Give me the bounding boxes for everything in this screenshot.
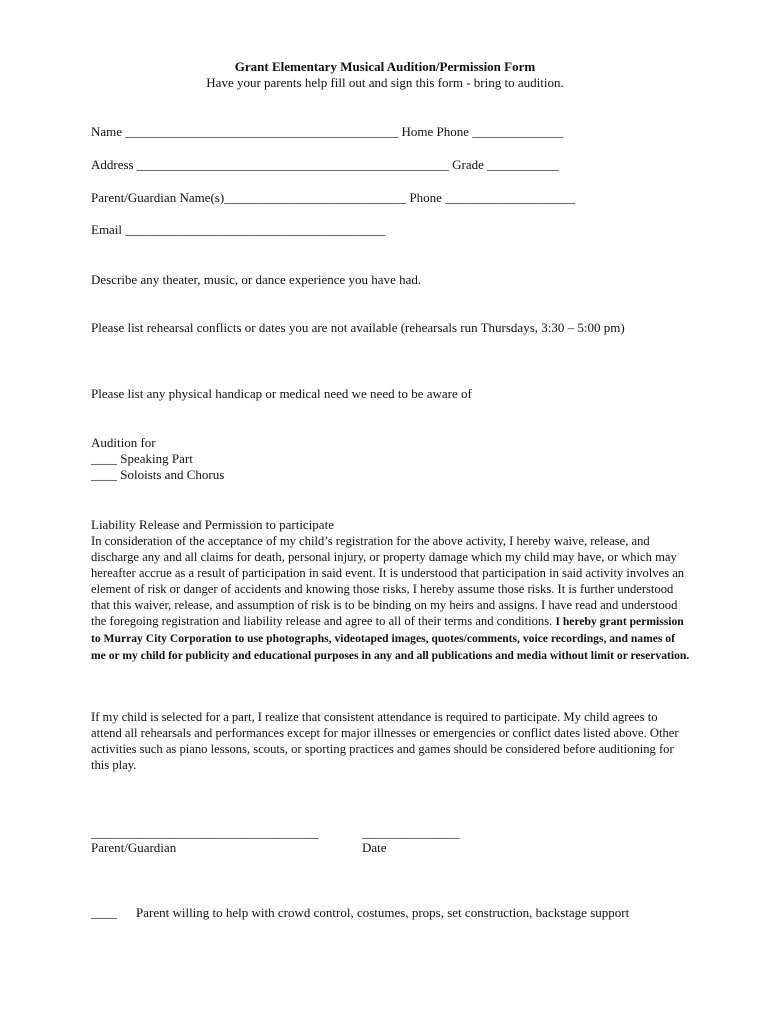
date-label: Date bbox=[362, 840, 387, 855]
parent-phone-field[interactable]: Parent/Guardian Name(s)____________________________ Phone ____________________ bbox=[91, 190, 576, 205]
volunteer-blank[interactable]: ____ bbox=[91, 905, 117, 920]
form-title: Grant Elementary Musical Audition/Permission Form bbox=[234, 59, 536, 74]
experience-question: Describe any theater, music, or dance experience you have had. bbox=[91, 272, 422, 287]
date-signature-line[interactable]: _______________ bbox=[362, 825, 460, 840]
audition-option-speaking[interactable]: ____ Speaking Part bbox=[91, 451, 193, 466]
audition-option-soloists[interactable]: ____ Soloists and Chorus bbox=[91, 467, 225, 482]
volunteer-text: Parent willing to help with crowd control, costumes, props, set construction, backstage support bbox=[136, 905, 630, 920]
audition-heading: Audition for bbox=[91, 435, 156, 450]
parent-signature-line[interactable]: ___________________________________ bbox=[91, 825, 319, 840]
parent-signature-label: Parent/Guardian bbox=[91, 840, 177, 855]
publicity-permission: I hereby grant permission to Murray City Corporation to use photographs, videotaped images, quotes/comments, voice recordings, and names of me or my child for publicity and educational purposes in any and all publications and media without limit or reservation. bbox=[91, 615, 690, 662]
attendance-paragraph: If my child is selected for a part, I realize that consistent attendance is required to participate. My child agrees to attend all rehearsals and performances except for major illnesses or emergencies or conflict dates listed above. Other activities such as piano lessons, scouts, or sporting practices and games should be considered before auditioning for this play. bbox=[91, 710, 679, 772]
address-grade-field[interactable]: Address ________________________________________________ Grade ___________ bbox=[91, 157, 559, 172]
medical-question: Please list any physical handicap or medical need we need to be aware of bbox=[91, 386, 472, 401]
liability-paragraph bbox=[91, 533, 691, 664]
conflicts-question: Please list rehearsal conflicts or dates you are not available (rehearsals run Thursdays, 3:30 – 5:00 pm) bbox=[91, 320, 625, 335]
email-field[interactable]: Email ________________________________________ bbox=[91, 222, 386, 237]
liability-heading: Liability Release and Permission to participate bbox=[91, 517, 334, 532]
name-phone-field[interactable]: Name __________________________________________ Home Phone ______________ bbox=[91, 124, 564, 139]
liability-body: In consideration of the acceptance of my child’s registration for the above activity, I hereby waive, release, and discharge any and all claims for death, personal injury, or property damage which my child may have, or which may hereafter accrue as a result of participation in said event. It is understood that participation in said activity involves an element of risk or danger of accidents and knowing those risks, I hereby assume those risks. It is further understood that this waiver, release, and assumption of risk is to be binding on my heirs and assigns. I have read and understood the foregoing registration and liability release and agree to all of their terms and conditions. bbox=[91, 534, 685, 628]
form-subtitle: Have your parents help fill out and sign this form - bring to audition. bbox=[206, 75, 564, 90]
